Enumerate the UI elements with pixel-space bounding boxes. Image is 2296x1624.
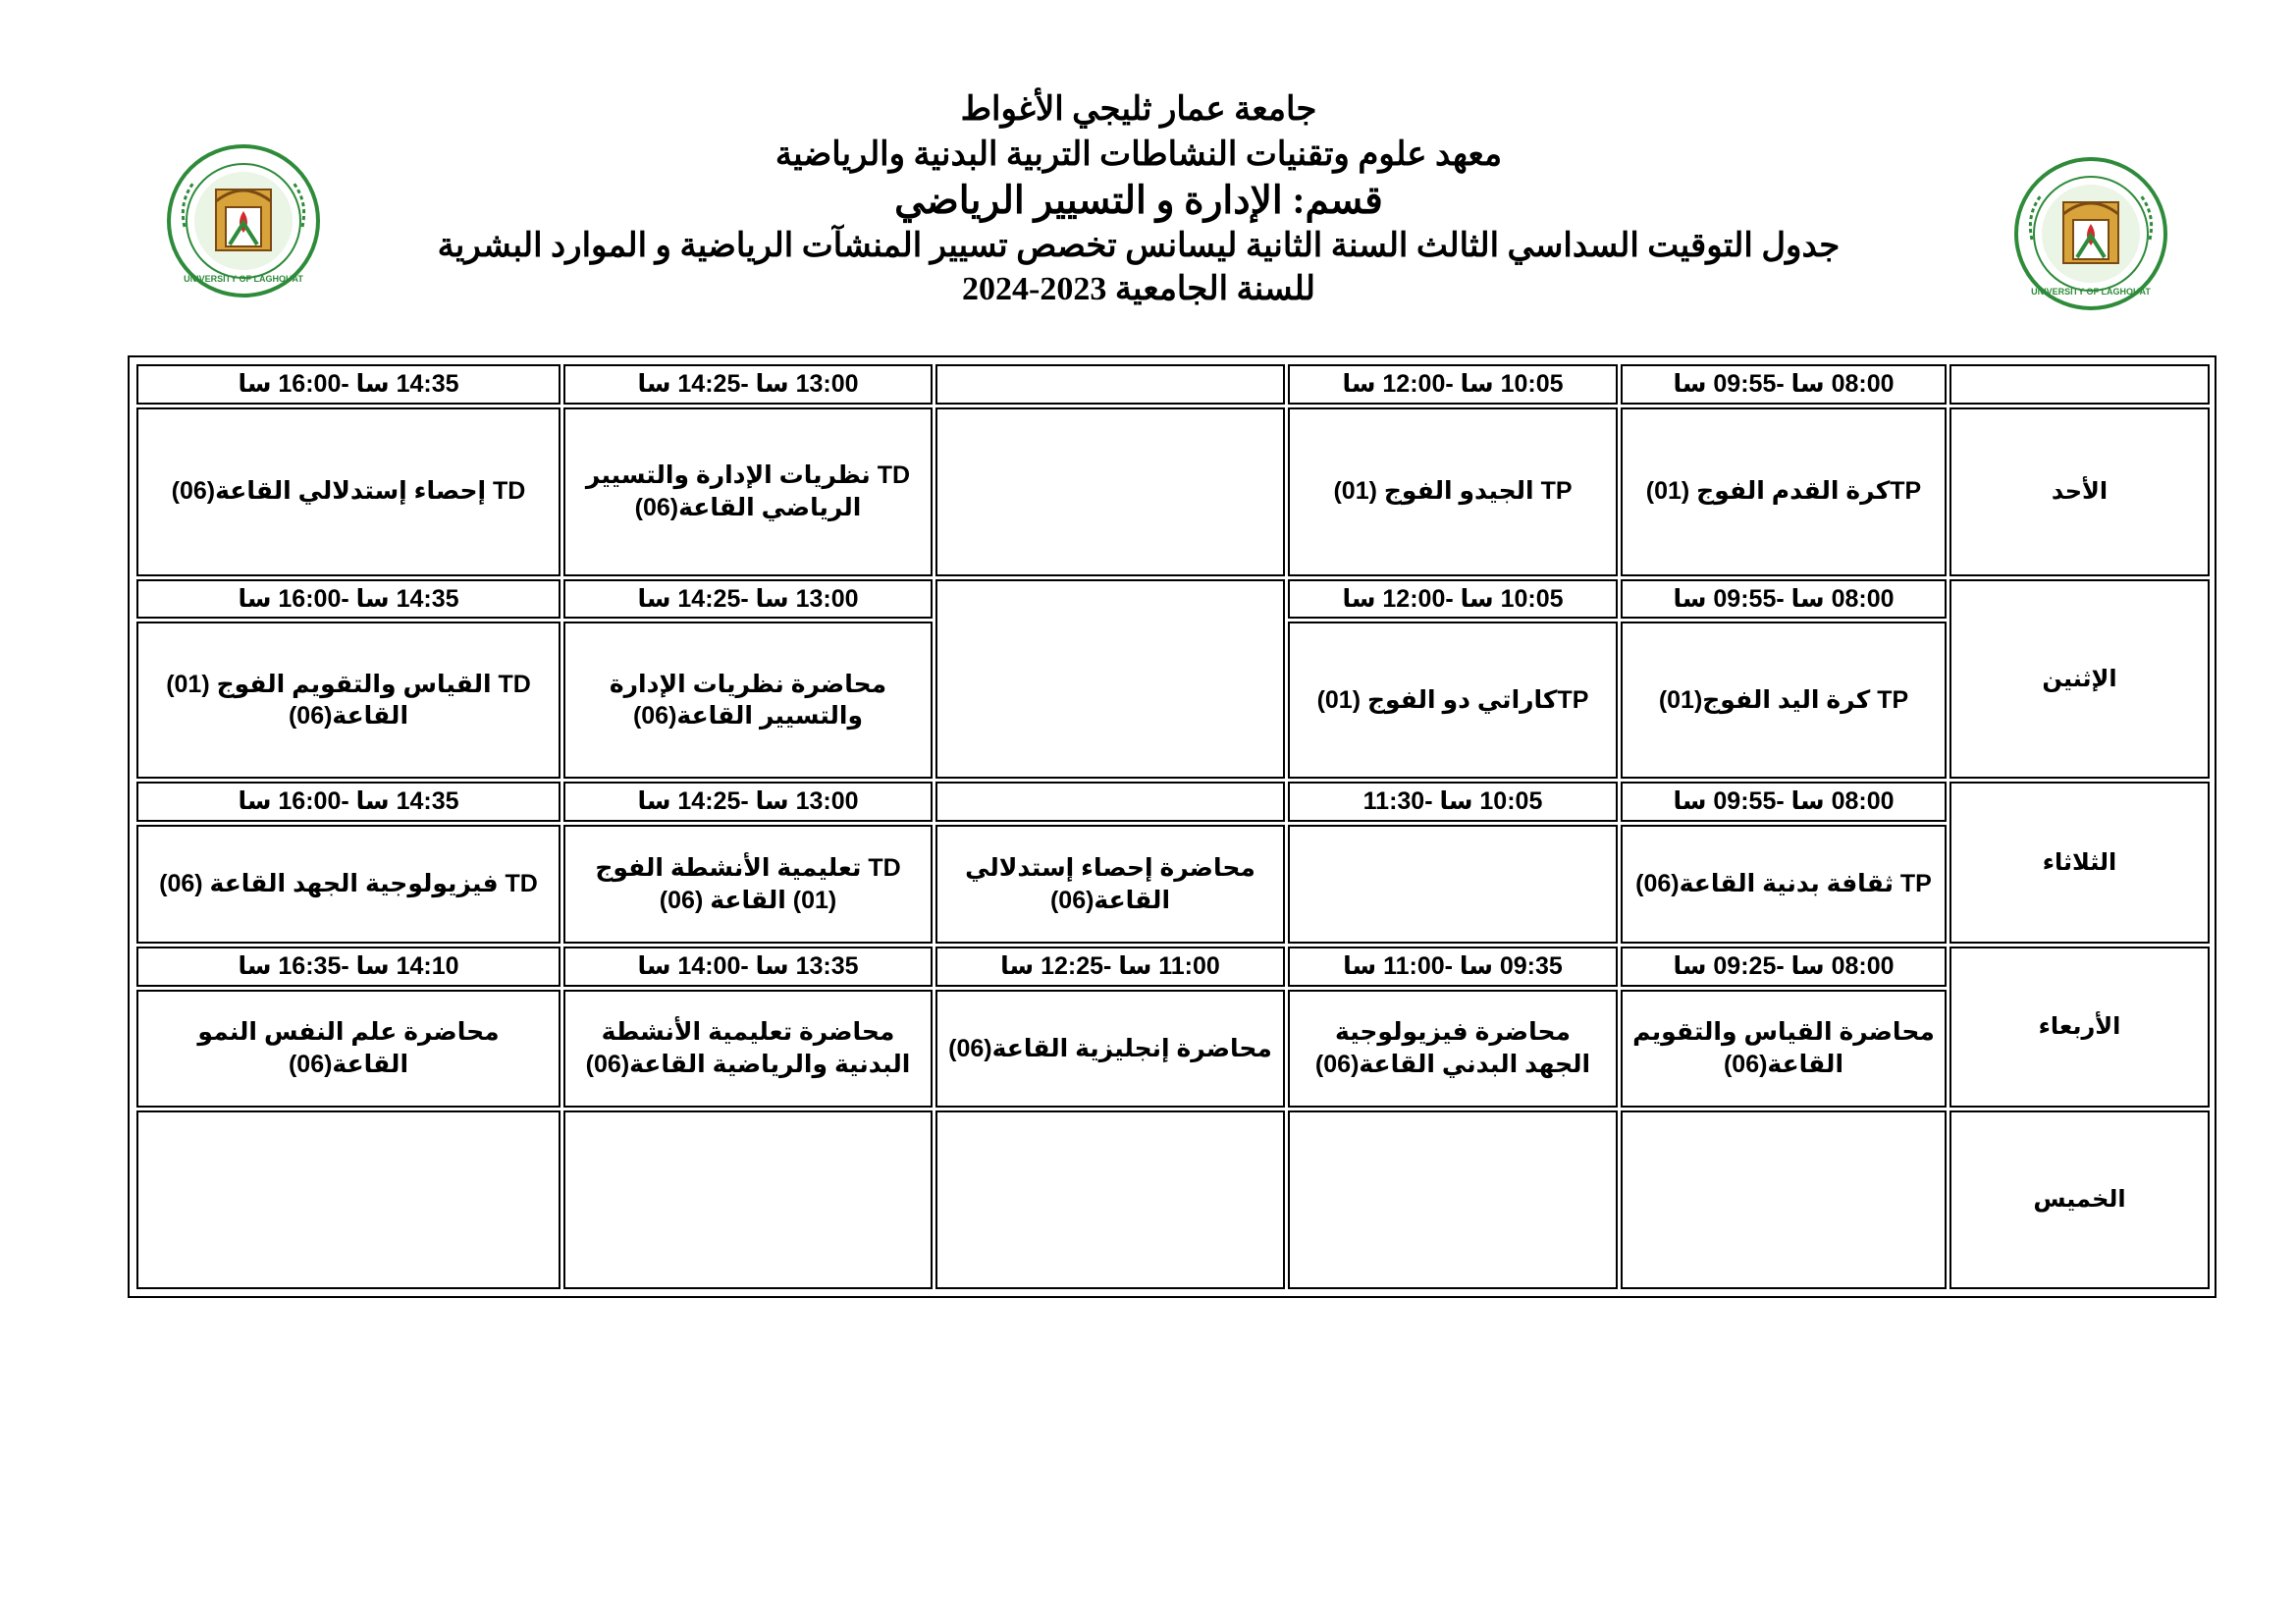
- day-label: الإثنين: [1949, 579, 2210, 780]
- department-name: قسم: الإدارة و التسيير الرياضي: [894, 180, 1383, 222]
- session-cell: TD نظريات الإدارة والتسيير الرياضي القاعة(06): [563, 407, 933, 576]
- time-slot: 14:10 سا -16:35 سا: [136, 947, 561, 987]
- session-cell: محاضرة تعليمية الأنشطة البدنية والرياضية القاعة(06): [563, 990, 933, 1108]
- time-slot: 14:35 سا -16:00 سا: [136, 782, 561, 822]
- time-slot: 13:00 سا -14:25 سا: [563, 364, 933, 405]
- time-slot: 13:00 سا -14:25 سا: [563, 579, 933, 620]
- session-cell: محاضرة إحصاء إستدلالي القاعة(06): [935, 825, 1285, 945]
- session-cell: محاضرة فيزيولوجية الجهد البدني القاعة(06): [1288, 990, 1618, 1108]
- session-cell: [935, 1110, 1285, 1289]
- day-label: الثلاثاء: [1949, 782, 2210, 944]
- schedule-table-frame: [128, 355, 2216, 1298]
- time-slot: [935, 782, 1285, 822]
- day-label: الأربعاء: [1949, 947, 2210, 1107]
- session-cell: TPكرة القدم الفوج (01): [1621, 407, 1947, 576]
- time-slot: 10:05 سا -12:00 سا: [1288, 579, 1618, 620]
- session-cell: محاضرة نظريات الإدارة والتسيير القاعة(06): [563, 622, 933, 779]
- schedule-table: [133, 361, 2213, 1292]
- time-slot: 08:00 سا -09:55 سا: [1621, 782, 1947, 822]
- session-cell: TP ثقافة بدنية القاعة(06): [1621, 825, 1947, 945]
- university-name: جامعة عمار ثليجي الأغواط: [960, 91, 1317, 128]
- time-slot: 08:00 سا -09:55 سا: [1621, 364, 1947, 405]
- session-cell: [563, 1110, 933, 1289]
- table-row: [136, 364, 2210, 405]
- session-cell: [136, 1110, 561, 1289]
- logo-caption: UNIVERSITY OF LAGHOUAT: [2031, 287, 2151, 297]
- schedule-title: جدول التوقيت السداسي الثالث السنة الثانية ليسانس تخصص تسيير المنشآت الرياضية و الموارد البشرية: [437, 228, 1841, 264]
- document-header: [373, 93, 1904, 306]
- table-row: [136, 990, 2210, 1108]
- institute-name: معهد علوم وتقنيات النشاطات التربية البدنية والرياضية: [774, 136, 1503, 173]
- university-logo-right: [2012, 155, 2169, 312]
- table-row: [136, 407, 2210, 576]
- table-row: [136, 782, 2210, 822]
- table-row: [136, 947, 2210, 987]
- time-slot: 13:35 سا -14:00 سا: [563, 947, 933, 987]
- time-slot: 08:00 سا -09:25 سا: [1621, 947, 1947, 987]
- session-cell: [935, 407, 1285, 576]
- table-row: [136, 579, 2210, 620]
- session-cell: محاضرة القياس والتقويم القاعة(06): [1621, 990, 1947, 1108]
- time-slot: 13:00 سا -14:25 سا: [563, 782, 933, 822]
- time-slot: [935, 364, 1285, 405]
- session-cell: [935, 579, 1285, 780]
- session-cell: TD إحصاء إستدلالي القاعة(06): [136, 407, 561, 576]
- session-cell: TP كرة اليد الفوج(01): [1621, 622, 1947, 779]
- time-slot: 08:00 سا -09:55 سا: [1621, 579, 1947, 620]
- time-slot: 14:35 سا -16:00 سا: [136, 364, 561, 405]
- time-slot: 10:05 سا -12:00 سا: [1288, 364, 1618, 405]
- session-cell: TPكاراتي دو الفوج (01): [1288, 622, 1618, 779]
- time-slot: 10:05 سا -11:30: [1288, 782, 1618, 822]
- session-cell: محاضرة إنجليزية القاعة(06): [935, 990, 1285, 1108]
- time-slot: 11:00 سا -12:25 سا: [935, 947, 1285, 987]
- session-cell: TP الجيدو الفوج (01): [1288, 407, 1618, 576]
- corner-cell: [1949, 364, 2210, 405]
- time-slot: 09:35 سا -11:00 سا: [1288, 947, 1618, 987]
- table-row: [136, 825, 2210, 945]
- university-logo-left: [165, 142, 322, 299]
- academic-year: للسنة الجامعية 2023-2024: [962, 271, 1315, 307]
- session-cell: TD تعليمية الأنشطة الفوج (01) القاعة (06): [563, 825, 933, 945]
- table-row: [136, 1110, 2210, 1289]
- time-slot: 14:35 سا -16:00 سا: [136, 579, 561, 620]
- session-cell: TD القياس والتقويم الفوج (01) القاعة(06): [136, 622, 561, 779]
- day-label: الأحد: [1949, 407, 2210, 576]
- logo-caption: UNIVERSITY OF LAGHOUAT: [184, 274, 303, 284]
- session-cell: محاضرة علم النفس النمو القاعة(06): [136, 990, 561, 1108]
- day-label: الخميس: [1949, 1110, 2210, 1289]
- session-cell: [1288, 825, 1618, 945]
- session-cell: [1288, 1110, 1618, 1289]
- session-cell: [1621, 1110, 1947, 1289]
- session-cell: TD فيزيولوجية الجهد القاعة (06): [136, 825, 561, 945]
